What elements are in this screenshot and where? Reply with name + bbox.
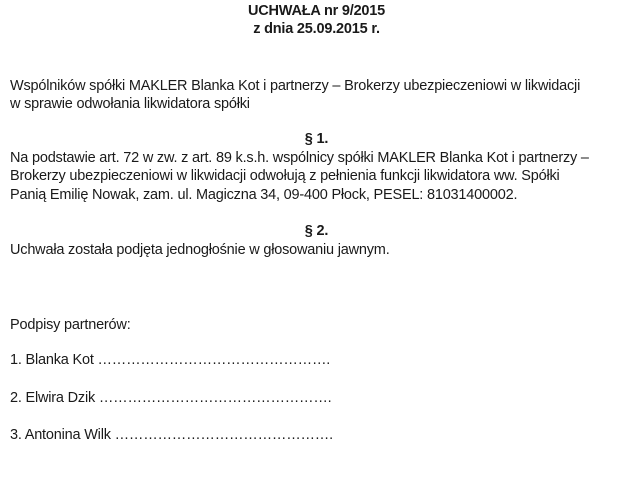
section-1-line-1: Na podstawie art. 72 w zw. z art. 89 k.s.h. wspólnicy spółki MAKLER Blanka Kot i partnerzy – <box>10 150 589 166</box>
document-date: z dnia 25.09.2015 r. <box>253 21 380 37</box>
document-title: UCHWAŁA nr 9/2015 <box>247 3 386 19</box>
subject-line-1: Wspólników spółki MAKLER Blanka Kot i partnerzy – Brokerzy ubezpieczeniowi w likwidacji <box>10 78 581 94</box>
section-2-line-1: Uchwała została podjęta jednogłośnie w głosowaniu jawnym. <box>10 242 390 258</box>
section-2-heading: § 2. <box>304 223 329 239</box>
signature-line-1: 1. Blanka Kot …………………………………………. <box>10 352 331 368</box>
section-1-line-3: Panią Emilię Nowak, zam. ul. Magiczna 34, 09-400 Płock, PESEL: 81031400002. <box>10 187 518 203</box>
section-1-line-2: Brokerzy ubezpieczeniowi w likwidacji odwołują z pełnienia funkcji likwidatora ww. Spółki <box>10 168 560 184</box>
subject-line-2: w sprawie odwołania likwidatora spółki <box>10 96 250 112</box>
signature-line-3: 3. Antonina Wilk ………………………………………. <box>10 427 333 443</box>
section-1-heading: § 1. <box>304 131 329 147</box>
signatures-label: Podpisy partnerów: <box>10 317 131 333</box>
signature-line-2: 2. Elwira Dzik …………………………………………. <box>10 390 332 406</box>
